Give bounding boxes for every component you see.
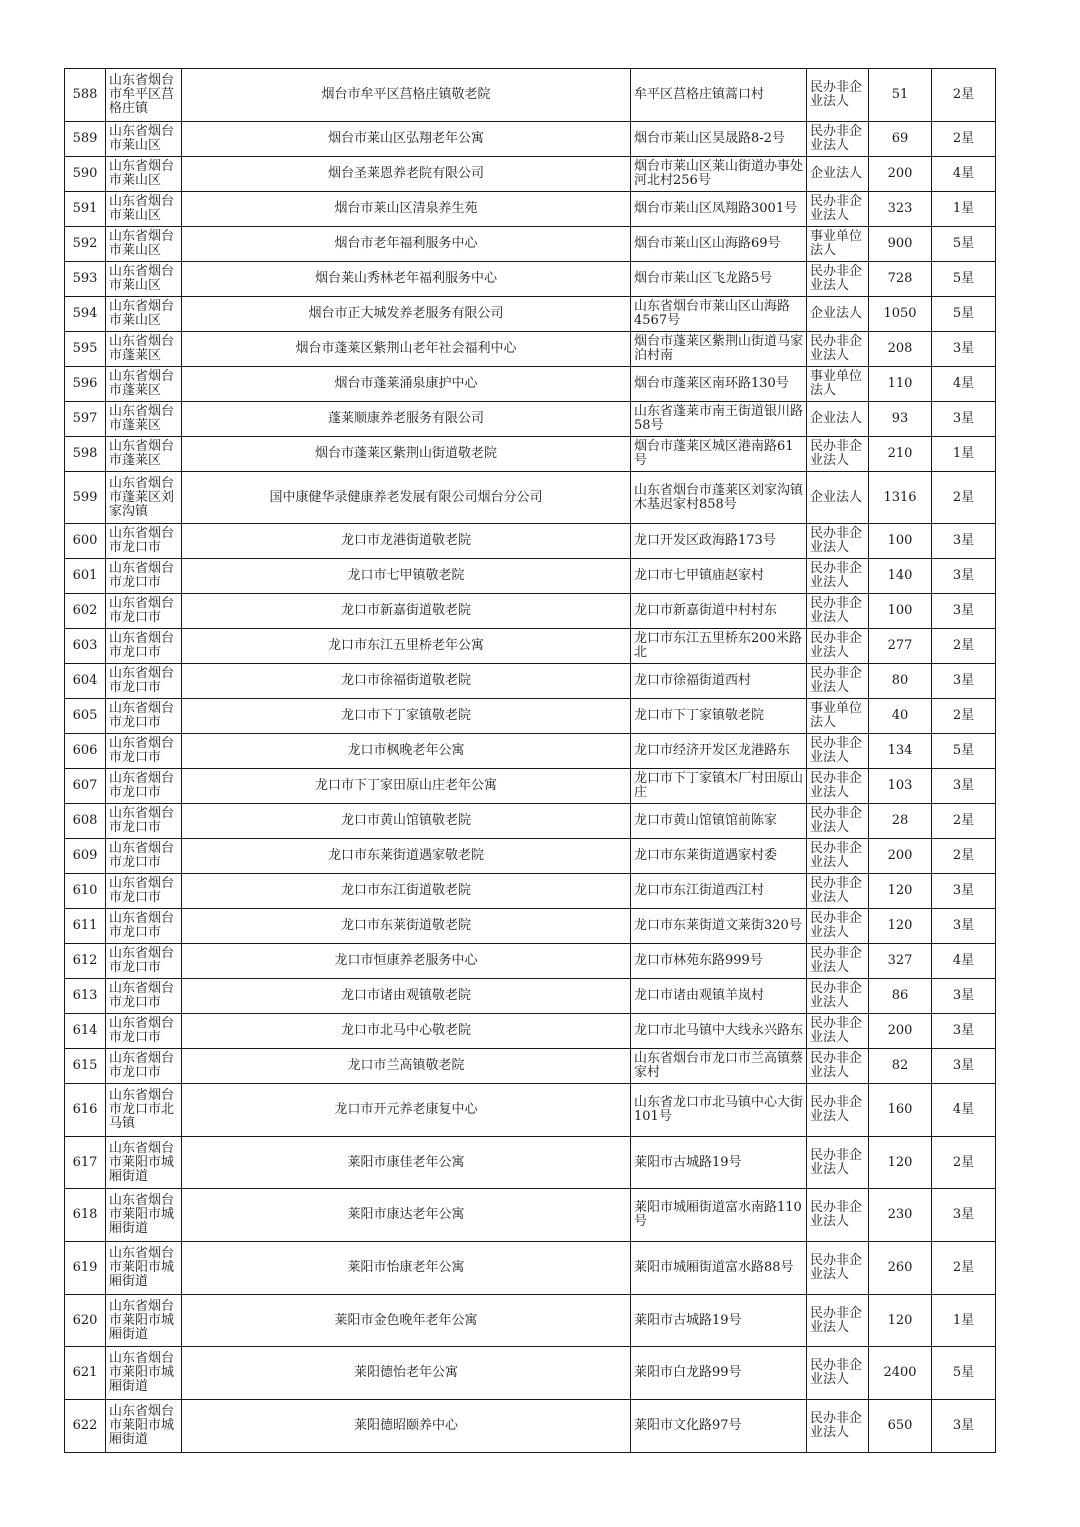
row-number: 589 [65, 122, 106, 157]
region-cell: 山东省烟台市龙口市 [106, 1014, 182, 1049]
address-cell: 烟台市莱山区莱山街道办事处河北村256号 [631, 157, 807, 192]
bed-count-cell: 650 [869, 1400, 932, 1453]
row-number: 605 [65, 699, 106, 734]
table-row [65, 1189, 996, 1242]
address-cell: 龙口市黄山馆镇馆前陈家 [631, 804, 807, 839]
table-row [65, 1137, 996, 1189]
bed-count-cell: 208 [869, 332, 932, 367]
institution-name-cell: 龙口市新嘉街道敬老院 [182, 594, 631, 629]
table-row [65, 1049, 996, 1084]
bed-count-cell: 120 [869, 874, 932, 909]
row-number: 600 [65, 524, 106, 559]
star-rating-cell: 3星 [932, 332, 996, 367]
region-cell: 山东省烟台市龙口市 [106, 979, 182, 1014]
row-number: 613 [65, 979, 106, 1014]
table-row [65, 122, 996, 157]
address-cell: 龙口市北马镇中大线永兴路东 [631, 1014, 807, 1049]
address-cell: 龙口市经济开发区龙港路东 [631, 734, 807, 769]
legal-type-cell: 企业法人 [807, 472, 869, 524]
star-rating-cell: 2星 [932, 472, 996, 524]
legal-type-cell: 企业法人 [807, 157, 869, 192]
table-row [65, 979, 996, 1014]
address-cell: 莱阳市城厢街道富水路88号 [631, 1242, 807, 1295]
institution-name-cell: 莱阳市康达老年公寓 [182, 1189, 631, 1242]
star-rating-cell: 2星 [932, 1137, 996, 1189]
bed-count-cell: 100 [869, 594, 932, 629]
bed-count-cell: 28 [869, 804, 932, 839]
row-number: 617 [65, 1137, 106, 1189]
bed-count-cell: 110 [869, 367, 932, 402]
region-cell: 山东省烟台市蓬莱区 [106, 332, 182, 367]
legal-type-cell: 事业单位法人 [807, 367, 869, 402]
legal-type-cell: 民办非企业法人 [807, 979, 869, 1014]
legal-type-cell: 民办非企业法人 [807, 1137, 869, 1189]
row-number: 614 [65, 1014, 106, 1049]
legal-type-cell: 民办非企业法人 [807, 1189, 869, 1242]
region-cell: 山东省烟台市莱山区 [106, 297, 182, 332]
institution-name-cell: 莱阳德昭颐养中心 [182, 1400, 631, 1453]
elder-care-institution-table [64, 68, 996, 1453]
address-cell: 山东省龙口市北马镇中心大街101号 [631, 1084, 807, 1137]
row-number: 621 [65, 1347, 106, 1400]
bed-count-cell: 93 [869, 402, 932, 437]
star-rating-cell: 5星 [932, 262, 996, 297]
address-cell: 龙口市下丁家镇敬老院 [631, 699, 807, 734]
table-row [65, 437, 996, 472]
star-rating-cell: 3星 [932, 559, 996, 594]
region-cell: 山东省烟台市莱山区 [106, 157, 182, 192]
row-number: 622 [65, 1400, 106, 1453]
legal-type-cell: 民办非企业法人 [807, 1347, 869, 1400]
row-number: 611 [65, 909, 106, 944]
region-cell: 山东省烟台市龙口市 [106, 1049, 182, 1084]
address-cell: 山东省烟台市蓬莱区刘家沟镇木基迟家村858号 [631, 472, 807, 524]
institution-name-cell: 龙口市东莱街道遇家敬老院 [182, 839, 631, 874]
row-number: 595 [65, 332, 106, 367]
legal-type-cell: 民办非企业法人 [807, 1084, 869, 1137]
address-cell: 烟台市蓬莱区城区港南路61号 [631, 437, 807, 472]
legal-type-cell: 民办非企业法人 [807, 559, 869, 594]
region-cell: 山东省烟台市龙口市 [106, 594, 182, 629]
address-cell: 烟台市莱山区凤翔路3001号 [631, 192, 807, 227]
legal-type-cell: 民办非企业法人 [807, 734, 869, 769]
region-cell: 山东省烟台市莱山区 [106, 122, 182, 157]
legal-type-cell: 民办非企业法人 [807, 909, 869, 944]
star-rating-cell: 3星 [932, 1049, 996, 1084]
region-cell: 山东省烟台市龙口市 [106, 769, 182, 804]
institution-name-cell: 烟台市牟平区莒格庄镇敬老院 [182, 69, 631, 122]
row-number: 603 [65, 629, 106, 664]
legal-type-cell: 民办非企业法人 [807, 944, 869, 979]
institution-name-cell: 龙口市东莱街道敬老院 [182, 909, 631, 944]
legal-type-cell: 事业单位法人 [807, 699, 869, 734]
star-rating-cell: 4星 [932, 367, 996, 402]
address-cell: 龙口开发区政海路173号 [631, 524, 807, 559]
star-rating-cell: 3星 [932, 1014, 996, 1049]
region-cell: 山东省烟台市龙口市 [106, 524, 182, 559]
row-number: 609 [65, 839, 106, 874]
address-cell: 龙口市诸由观镇羊岚村 [631, 979, 807, 1014]
bed-count-cell: 140 [869, 559, 932, 594]
row-number: 588 [65, 69, 106, 122]
table-row [65, 367, 996, 402]
star-rating-cell: 2星 [932, 699, 996, 734]
region-cell: 山东省烟台市蓬莱区 [106, 437, 182, 472]
bed-count-cell: 120 [869, 1295, 932, 1347]
institution-name-cell: 国中康健华录健康养老发展有限公司烟台分公司 [182, 472, 631, 524]
table-row [65, 402, 996, 437]
row-number: 606 [65, 734, 106, 769]
legal-type-cell: 民办非企业法人 [807, 769, 869, 804]
table-row [65, 1084, 996, 1137]
address-cell: 龙口市东莱街道遇家村委 [631, 839, 807, 874]
row-number: 618 [65, 1189, 106, 1242]
star-rating-cell: 4星 [932, 944, 996, 979]
address-cell: 烟台市蓬莱区南环路130号 [631, 367, 807, 402]
bed-count-cell: 200 [869, 1014, 932, 1049]
region-cell: 山东省烟台市龙口市 [106, 874, 182, 909]
table-row [65, 157, 996, 192]
institution-name-cell: 烟台市蓬莱涌泉康护中心 [182, 367, 631, 402]
region-cell: 山东省烟台市莱阳市城厢街道 [106, 1242, 182, 1295]
star-rating-cell: 2星 [932, 804, 996, 839]
institution-name-cell: 龙口市东江街道敬老院 [182, 874, 631, 909]
bed-count-cell: 210 [869, 437, 932, 472]
region-cell: 山东省烟台市莱阳市城厢街道 [106, 1137, 182, 1189]
region-cell: 山东省烟台市莱阳市城厢街道 [106, 1189, 182, 1242]
address-cell: 龙口市徐福街道西村 [631, 664, 807, 699]
star-rating-cell: 5星 [932, 227, 996, 262]
row-number: 610 [65, 874, 106, 909]
legal-type-cell: 民办非企业法人 [807, 1242, 869, 1295]
star-rating-cell: 2星 [932, 839, 996, 874]
address-cell: 牟平区莒格庄镇蒿口村 [631, 69, 807, 122]
legal-type-cell: 民办非企业法人 [807, 1295, 869, 1347]
region-cell: 山东省烟台市莱阳市城厢街道 [106, 1400, 182, 1453]
row-number: 594 [65, 297, 106, 332]
bed-count-cell: 277 [869, 629, 932, 664]
row-number: 601 [65, 559, 106, 594]
table-row [65, 874, 996, 909]
star-rating-cell: 2星 [932, 122, 996, 157]
row-number: 607 [65, 769, 106, 804]
table-row [65, 192, 996, 227]
institution-name-cell: 烟台市蓬莱区紫荆山街道敬老院 [182, 437, 631, 472]
bed-count-cell: 1050 [869, 297, 932, 332]
region-cell: 山东省烟台市牟平区莒格庄镇 [106, 69, 182, 122]
address-cell: 山东省蓬莱市南王街道银川路58号 [631, 402, 807, 437]
star-rating-cell: 1星 [932, 437, 996, 472]
institution-name-cell: 烟台圣莱恩养老院有限公司 [182, 157, 631, 192]
table-row [65, 699, 996, 734]
star-rating-cell: 1星 [932, 192, 996, 227]
address-cell: 烟台市莱山区山海路69号 [631, 227, 807, 262]
institution-name-cell: 龙口市诸由观镇敬老院 [182, 979, 631, 1014]
institution-name-cell: 龙口市徐福街道敬老院 [182, 664, 631, 699]
legal-type-cell: 民办非企业法人 [807, 804, 869, 839]
legal-type-cell: 事业单位法人 [807, 227, 869, 262]
bed-count-cell: 1316 [869, 472, 932, 524]
table-row [65, 769, 996, 804]
legal-type-cell: 企业法人 [807, 402, 869, 437]
legal-type-cell: 民办非企业法人 [807, 664, 869, 699]
legal-type-cell: 民办非企业法人 [807, 1049, 869, 1084]
institution-name-cell: 龙口市恒康养老服务中心 [182, 944, 631, 979]
bed-count-cell: 160 [869, 1084, 932, 1137]
bed-count-cell: 40 [869, 699, 932, 734]
star-rating-cell: 3星 [932, 1400, 996, 1453]
bed-count-cell: 900 [869, 227, 932, 262]
bed-count-cell: 103 [869, 769, 932, 804]
table-row [65, 594, 996, 629]
row-number: 592 [65, 227, 106, 262]
row-number: 608 [65, 804, 106, 839]
row-number: 598 [65, 437, 106, 472]
region-cell: 山东省烟台市龙口市 [106, 629, 182, 664]
star-rating-cell: 3星 [932, 664, 996, 699]
table-row [65, 297, 996, 332]
table-row [65, 944, 996, 979]
region-cell: 山东省烟台市龙口市 [106, 839, 182, 874]
institution-name-cell: 龙口市七甲镇敬老院 [182, 559, 631, 594]
table-row [65, 332, 996, 367]
institution-name-cell: 龙口市下丁家镇敬老院 [182, 699, 631, 734]
region-cell: 山东省烟台市莱山区 [106, 262, 182, 297]
row-number: 599 [65, 472, 106, 524]
region-cell: 山东省烟台市龙口市 [106, 559, 182, 594]
bed-count-cell: 86 [869, 979, 932, 1014]
address-cell: 龙口市七甲镇庙赵家村 [631, 559, 807, 594]
row-number: 597 [65, 402, 106, 437]
address-cell: 莱阳市城厢街道富水南路110号 [631, 1189, 807, 1242]
institution-name-cell: 莱阳市怡康老年公寓 [182, 1242, 631, 1295]
institution-name-cell: 烟台市蓬莱区紫荆山老年社会福利中心 [182, 332, 631, 367]
legal-type-cell: 民办非企业法人 [807, 874, 869, 909]
region-cell: 山东省烟台市莱阳市城厢街道 [106, 1347, 182, 1400]
legal-type-cell: 民办非企业法人 [807, 69, 869, 122]
star-rating-cell: 3星 [932, 402, 996, 437]
legal-type-cell: 民办非企业法人 [807, 1400, 869, 1453]
institution-name-cell: 烟台市正大城发养老服务有限公司 [182, 297, 631, 332]
region-cell: 山东省烟台市莱山区 [106, 227, 182, 262]
bed-count-cell: 230 [869, 1189, 932, 1242]
institution-name-cell: 莱阳市康佳老年公寓 [182, 1137, 631, 1189]
address-cell: 龙口市林苑东路999号 [631, 944, 807, 979]
row-number: 616 [65, 1084, 106, 1137]
row-number: 590 [65, 157, 106, 192]
institution-name-cell: 龙口市北马中心敬老院 [182, 1014, 631, 1049]
address-cell: 龙口市下丁家镇木厂村田原山庄 [631, 769, 807, 804]
row-number: 619 [65, 1242, 106, 1295]
institution-name-cell: 龙口市黄山馆镇敬老院 [182, 804, 631, 839]
region-cell: 山东省烟台市龙口市 [106, 944, 182, 979]
table-row [65, 1014, 996, 1049]
legal-type-cell: 民办非企业法人 [807, 437, 869, 472]
star-rating-cell: 1星 [932, 1295, 996, 1347]
address-cell: 烟台市蓬莱区紫荆山街道马家泊村南 [631, 332, 807, 367]
region-cell: 山东省烟台市龙口市 [106, 664, 182, 699]
address-cell: 莱阳市古城路19号 [631, 1137, 807, 1189]
bed-count-cell: 200 [869, 839, 932, 874]
bed-count-cell: 69 [869, 122, 932, 157]
region-cell: 山东省烟台市莱山区 [106, 192, 182, 227]
table-row [65, 734, 996, 769]
address-cell: 龙口市东江街道西江村 [631, 874, 807, 909]
table-row [65, 804, 996, 839]
bed-count-cell: 120 [869, 1137, 932, 1189]
region-cell: 山东省烟台市龙口市 [106, 699, 182, 734]
address-cell: 龙口市东莱街道文莱街320号 [631, 909, 807, 944]
bed-count-cell: 134 [869, 734, 932, 769]
table-row [65, 262, 996, 297]
star-rating-cell: 3星 [932, 1189, 996, 1242]
table-row [65, 1242, 996, 1295]
star-rating-cell: 2星 [932, 1242, 996, 1295]
legal-type-cell: 民办非企业法人 [807, 192, 869, 227]
institution-name-cell: 龙口市下丁家田原山庄老年公寓 [182, 769, 631, 804]
address-cell: 莱阳市文化路97号 [631, 1400, 807, 1453]
address-cell: 山东省烟台市莱山区山海路4567号 [631, 297, 807, 332]
table-body [65, 69, 996, 1453]
star-rating-cell: 4星 [932, 157, 996, 192]
address-cell: 烟台市莱山区飞龙路5号 [631, 262, 807, 297]
row-number: 620 [65, 1295, 106, 1347]
bed-count-cell: 327 [869, 944, 932, 979]
bed-count-cell: 120 [869, 909, 932, 944]
table-row [65, 839, 996, 874]
legal-type-cell: 民办非企业法人 [807, 262, 869, 297]
row-number: 612 [65, 944, 106, 979]
institution-name-cell: 烟台莱山秀林老年福利服务中心 [182, 262, 631, 297]
legal-type-cell: 民办非企业法人 [807, 839, 869, 874]
region-cell: 山东省烟台市龙口市 [106, 909, 182, 944]
institution-name-cell: 龙口市兰高镇敬老院 [182, 1049, 631, 1084]
region-cell: 山东省烟台市蓬莱区 [106, 367, 182, 402]
institution-name-cell: 龙口市龙港街道敬老院 [182, 524, 631, 559]
row-number: 615 [65, 1049, 106, 1084]
address-cell: 莱阳市白龙路99号 [631, 1347, 807, 1400]
bed-count-cell: 260 [869, 1242, 932, 1295]
star-rating-cell: 3星 [932, 909, 996, 944]
bed-count-cell: 323 [869, 192, 932, 227]
bed-count-cell: 200 [869, 157, 932, 192]
legal-type-cell: 民办非企业法人 [807, 524, 869, 559]
address-cell: 龙口市新嘉街道中村村东 [631, 594, 807, 629]
address-cell: 龙口市东江五里桥东200米路北 [631, 629, 807, 664]
star-rating-cell: 3星 [932, 594, 996, 629]
row-number: 602 [65, 594, 106, 629]
institution-name-cell: 烟台市老年福利服务中心 [182, 227, 631, 262]
institution-name-cell: 莱阳德怡老年公寓 [182, 1347, 631, 1400]
table-row [65, 1295, 996, 1347]
address-cell: 莱阳市古城路19号 [631, 1295, 807, 1347]
legal-type-cell: 民办非企业法人 [807, 629, 869, 664]
region-cell: 山东省烟台市龙口市 [106, 804, 182, 839]
institution-name-cell: 龙口市东江五里桥老年公寓 [182, 629, 631, 664]
star-rating-cell: 5星 [932, 734, 996, 769]
bed-count-cell: 728 [869, 262, 932, 297]
star-rating-cell: 3星 [932, 524, 996, 559]
legal-type-cell: 民办非企业法人 [807, 1014, 869, 1049]
star-rating-cell: 2星 [932, 629, 996, 664]
legal-type-cell: 企业法人 [807, 297, 869, 332]
legal-type-cell: 民办非企业法人 [807, 594, 869, 629]
star-rating-cell: 3星 [932, 769, 996, 804]
institution-name-cell: 烟台市莱山区弘翔老年公寓 [182, 122, 631, 157]
bed-count-cell: 100 [869, 524, 932, 559]
star-rating-cell: 4星 [932, 1084, 996, 1137]
row-number: 596 [65, 367, 106, 402]
institution-name-cell: 龙口市开元养老康复中心 [182, 1084, 631, 1137]
row-number: 591 [65, 192, 106, 227]
bed-count-cell: 2400 [869, 1347, 932, 1400]
table-row [65, 227, 996, 262]
institution-name-cell: 蓬莱顺康养老服务有限公司 [182, 402, 631, 437]
star-rating-cell: 3星 [932, 874, 996, 909]
legal-type-cell: 民办非企业法人 [807, 332, 869, 367]
table-row [65, 524, 996, 559]
star-rating-cell: 5星 [932, 297, 996, 332]
region-cell: 山东省烟台市蓬莱区刘家沟镇 [106, 472, 182, 524]
address-cell: 山东省烟台市龙口市兰高镇蔡家村 [631, 1049, 807, 1084]
star-rating-cell: 2星 [932, 69, 996, 122]
table-row [65, 69, 996, 122]
row-number: 604 [65, 664, 106, 699]
table-row [65, 909, 996, 944]
bed-count-cell: 51 [869, 69, 932, 122]
region-cell: 山东省烟台市莱阳市城厢街道 [106, 1295, 182, 1347]
institution-name-cell: 龙口市枫晚老年公寓 [182, 734, 631, 769]
table-row [65, 1347, 996, 1400]
table-row [65, 664, 996, 699]
table-row [65, 472, 996, 524]
star-rating-cell: 5星 [932, 1347, 996, 1400]
region-cell: 山东省烟台市龙口市 [106, 734, 182, 769]
table-row [65, 629, 996, 664]
row-number: 593 [65, 262, 106, 297]
table-row [65, 559, 996, 594]
institution-name-cell: 莱阳市金色晚年老年公寓 [182, 1295, 631, 1347]
region-cell: 山东省烟台市蓬莱区 [106, 402, 182, 437]
legal-type-cell: 民办非企业法人 [807, 122, 869, 157]
institution-name-cell: 烟台市莱山区清泉养生苑 [182, 192, 631, 227]
bed-count-cell: 80 [869, 664, 932, 699]
region-cell: 山东省烟台市龙口市北马镇 [106, 1084, 182, 1137]
bed-count-cell: 82 [869, 1049, 932, 1084]
star-rating-cell: 3星 [932, 979, 996, 1014]
table-row [65, 1400, 996, 1453]
address-cell: 烟台市莱山区昊晟路8-2号 [631, 122, 807, 157]
